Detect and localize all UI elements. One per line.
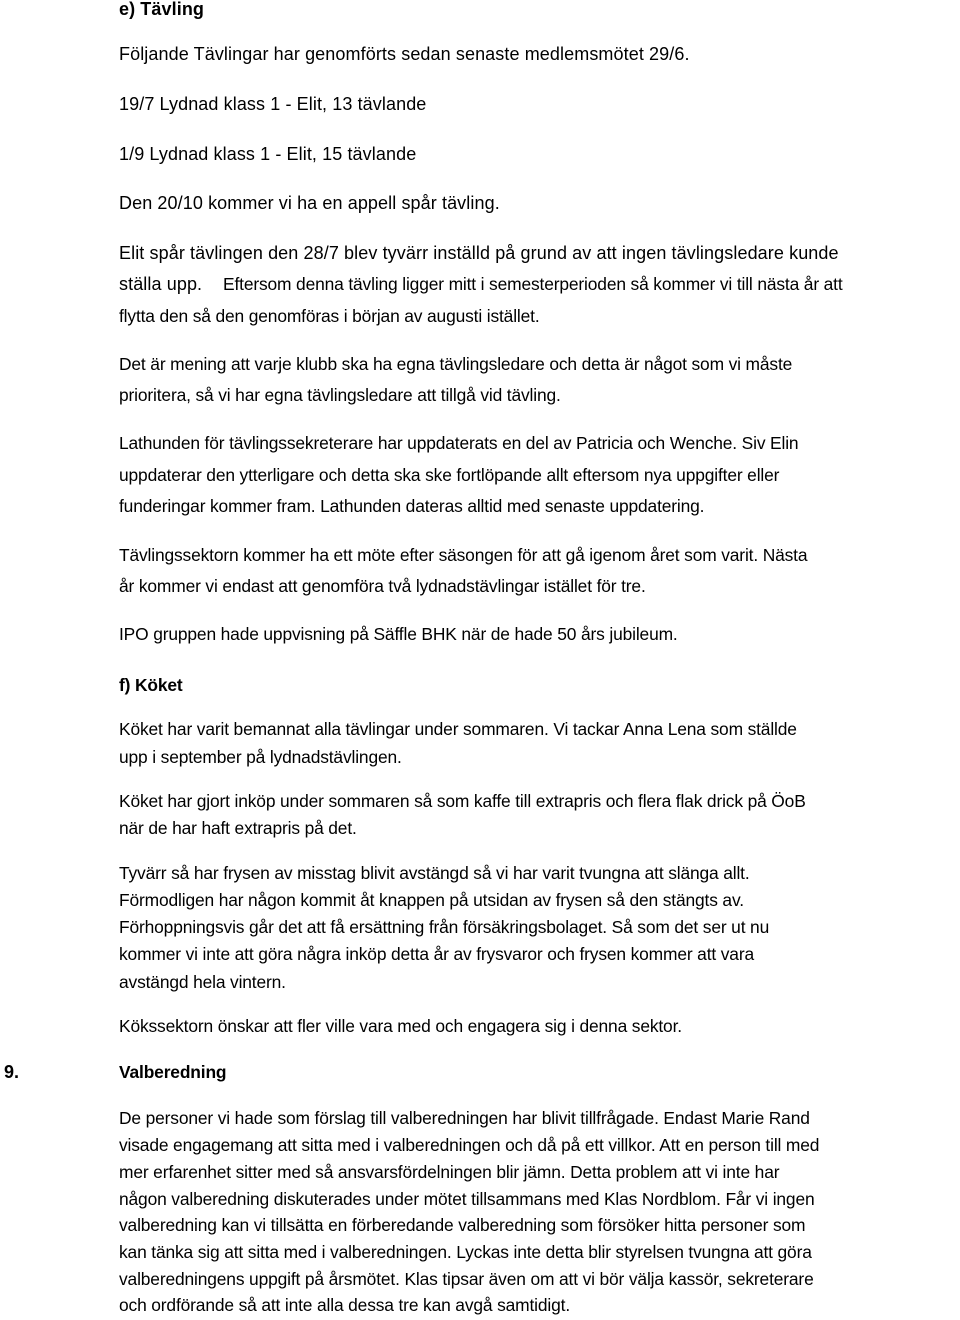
paragraph-line: Den 20/10 kommer vi ha en appell spår tävling. bbox=[119, 193, 500, 213]
paragraph-line: Kökssektorn önskar att fler ville vara med och engagera sig i denna sektor. bbox=[119, 1016, 682, 1036]
paragraph-line: IPO gruppen hade uppvisning på Säffle BHK när de hade 50 års jubileum. bbox=[119, 624, 678, 644]
paragraph-line: flytta den så den genomföras i början av augusti istället. bbox=[119, 306, 540, 326]
paragraph-line: mer erfarenhet sitter med så ansvarsfördelningen blir jämn. Detta problem att vi inte har bbox=[119, 1162, 780, 1182]
paragraph-line: Köket har varit bemannat alla tävlingar under sommaren. Vi tackar Anna Lena som ställde bbox=[119, 719, 797, 739]
paragraph-line: uppdaterar den ytterligare och detta ska ske fortlöpande allt eftersom nya uppgifter eller bbox=[119, 465, 780, 485]
paragraph-line: Eftersom denna tävling ligger mitt i semesterperioden så kommer vi till nästa år att bbox=[223, 274, 843, 294]
paragraph-line: när de har haft extrapris på det. bbox=[119, 818, 357, 838]
section-number: 9. bbox=[4, 1062, 20, 1082]
section-heading-koket: f) Köket bbox=[119, 675, 183, 695]
paragraph-line: De personer vi hade som förslag till valberedningen har blivit tillfrågade. Endast Marie Rand bbox=[119, 1108, 810, 1128]
paragraph-line: avstängd hela vintern. bbox=[119, 972, 286, 992]
paragraph-line: valberedningens uppgift på årsmötet. Klas tipsar även om att vi bör välja kassör, sekreterare bbox=[119, 1269, 814, 1289]
paragraph-line: visade engagemang att sitta med i valberedningen och då på ett villkor. Att en person till med bbox=[119, 1135, 820, 1155]
paragraph-line: kommer vi inte att göra några inköp detta år av frysvaror och frysen kommer att vara bbox=[119, 944, 754, 964]
paragraph-line: och ordförande så att inte alla dessa tre kan avgå samtidigt. bbox=[119, 1295, 571, 1315]
paragraph-line: Köket har gjort inköp under sommaren så som kaffe till extrapris och flera flak drick på ÖoB bbox=[119, 791, 806, 811]
paragraph-line: Elit spår tävlingen den 28/7 blev tyvärr inställd på grund av att ingen tävlingsledare kunde bbox=[119, 243, 839, 263]
paragraph-line: 19/7 Lydnad klass 1 - Elit, 13 tävlande bbox=[119, 94, 427, 114]
paragraph-line: år kommer vi endast att genomföra två lydnadstävlingar istället för tre. bbox=[119, 576, 646, 596]
paragraph-line: 1/9 Lydnad klass 1 - Elit, 15 tävlande bbox=[119, 144, 417, 164]
section-heading-tavling: e) Tävling bbox=[119, 0, 205, 19]
paragraph-line: Det är mening att varje klubb ska ha egna tävlingsledare och detta är något som vi måste bbox=[119, 354, 793, 374]
paragraph-line: Lathunden för tävlingssekreterare har uppdaterats en del av Patricia och Wenche. Siv Elin bbox=[119, 433, 799, 453]
paragraph-line: Förmodligen har någon kommit åt knappen på utsidan av frysen så den stängts av. bbox=[119, 890, 744, 910]
section-heading-valberedning: Valberedning bbox=[119, 1062, 227, 1082]
paragraph-line: Tävlingssektorn kommer ha ett möte efter säsongen för att gå igenom året som varit. Nästa bbox=[119, 545, 808, 565]
paragraph-line: prioritera, så vi har egna tävlingsledare att tillgå vid tävling. bbox=[119, 385, 561, 405]
paragraph-line: ställa upp. bbox=[119, 274, 203, 294]
paragraph-line: funderingar kommer fram. Lathunden dateras alltid med senaste uppdatering. bbox=[119, 496, 705, 516]
paragraph-line: kan tänka sig att sitta med i valberedningen. Lyckas inte detta blir styrelsen tvungna att göra bbox=[119, 1242, 812, 1262]
paragraph-line: upp i september på lydnadstävlingen. bbox=[119, 747, 402, 767]
paragraph-line: Förhoppningsvis går det att få ersättning från försäkringsbolaget. Så som det ser ut nu bbox=[119, 917, 770, 937]
paragraph-line: Tyvärr så har frysen av misstag blivit avstängd så vi har varit tvungna att slänga allt. bbox=[119, 863, 750, 883]
paragraph-line: Följande Tävlingar har genomförts sedan senaste medlemsmötet 29/6. bbox=[119, 44, 690, 64]
paragraph-line: valberedning kan vi tillsätta en förberedande valberedning som försöker hitta personer som bbox=[119, 1215, 806, 1235]
paragraph-line: någon valberedning diskuterades under mötet tillsammans med Klas Nordblom. Får vi ingen bbox=[119, 1189, 815, 1209]
